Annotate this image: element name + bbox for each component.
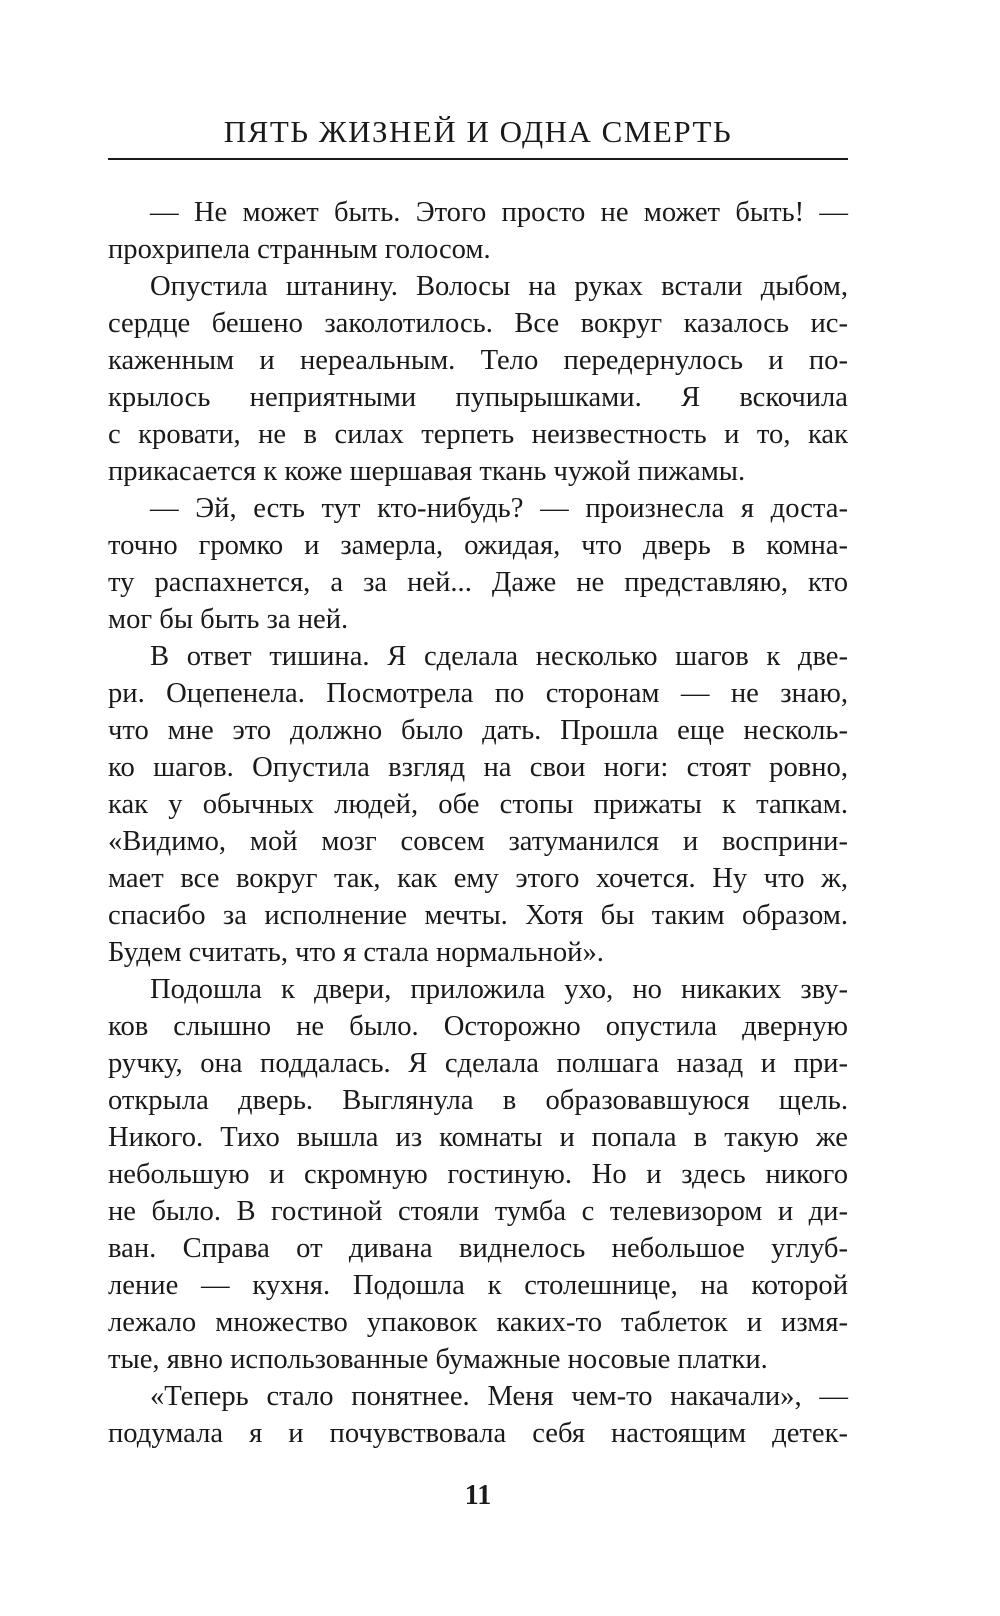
text-line: ко шагов. Опустила взгляд на свои ноги: стоят ровно, (108, 752, 848, 783)
text-line: ков слышно не было. Осторожно опустила дверную (108, 1011, 848, 1042)
text-line: ту распахнется, а за ней... Даже не представляю, кто (108, 567, 848, 598)
text-line: прикасается к коже шершавая ткань чужой пижамы. (108, 456, 746, 487)
running-head: ПЯТЬ ЖИЗНЕЙ И ОДНА СМЕРТЬ (223, 114, 733, 149)
text-line: каженным и нереальным. Тело передернулось и по- (108, 345, 848, 376)
text-line: крылось неприятными пупырышками. Я вскочила (108, 382, 848, 413)
text-line: — Не может быть. Этого просто не может быть! — (150, 197, 848, 228)
text-line: открыла дверь. Выглянула в образовавшуюся щель. (108, 1085, 848, 1116)
text-line: как у обычных людей, обе стопы прижаты к тапкам. (108, 789, 848, 820)
text-line: с кровати, не в силах терпеть неизвестность и то, как (108, 419, 848, 450)
text-line: мог бы быть за ней. (108, 604, 349, 635)
text-line: ри. Оцепенела. Посмотрела по сторонам — не знаю, (108, 678, 848, 709)
text-line: небольшую и скромную гостиную. Но и здесь никого (108, 1159, 848, 1190)
text-line: «Теперь стало понятнее. Меня чем-то накачали», — (150, 1381, 848, 1412)
header-rule (108, 158, 848, 160)
text-line: мает все вокруг так, как ему этого хочется. Ну что ж, (108, 863, 848, 894)
text-line: лежало множество упаковок каких-то таблеток и измя- (108, 1307, 848, 1338)
text-line: В ответ тишина. Я сделала несколько шагов к две- (150, 641, 848, 672)
text-line: точно громко и замерла, ожидая, что дверь в комна- (108, 530, 848, 561)
text-line: тые, явно использованные бумажные носовые платки. (108, 1344, 768, 1375)
body-text (108, 194, 848, 1452)
text-line: спасибо за исполнение мечты. Хотя бы таким образом. (108, 900, 848, 931)
text-line: «Видимо, мой мозг совсем затуманился и восприни- (108, 826, 848, 857)
page-number: 11 (464, 1480, 492, 1511)
text-line: прохрипела странным голосом. (108, 234, 491, 265)
text-line: — Эй, есть тут кто-нибудь? — произнесла я доста- (150, 493, 848, 524)
text-line: сердце бешено заколотилось. Все вокруг казалось ис- (108, 308, 848, 339)
text-line: ван. Справа от дивана виднелось небольшое углуб- (108, 1233, 848, 1264)
text-line: Никого. Тихо вышла из комнаты и попала в такую же (108, 1122, 848, 1153)
text-line: ление — кухня. Подошла к столешнице, на которой (108, 1270, 848, 1301)
text-line: ручку, она поддалась. Я сделала полшага назад и при- (108, 1048, 848, 1079)
text-line: Будем считать, что я стала нормальной». (108, 937, 604, 968)
text-line: Подошла к двери, приложила ухо, но никаких зву- (150, 974, 848, 1005)
text-line: что мне это должно было дать. Прошла еще несколь- (108, 715, 848, 746)
text-line: Опустила штанину. Волосы на руках встали дыбом, (150, 271, 848, 302)
text-line: не было. В гостиной стояли тумба с телевизором и ди- (108, 1196, 848, 1227)
text-line: подумала я и почувствовала себя настоящим детек- (108, 1418, 848, 1449)
